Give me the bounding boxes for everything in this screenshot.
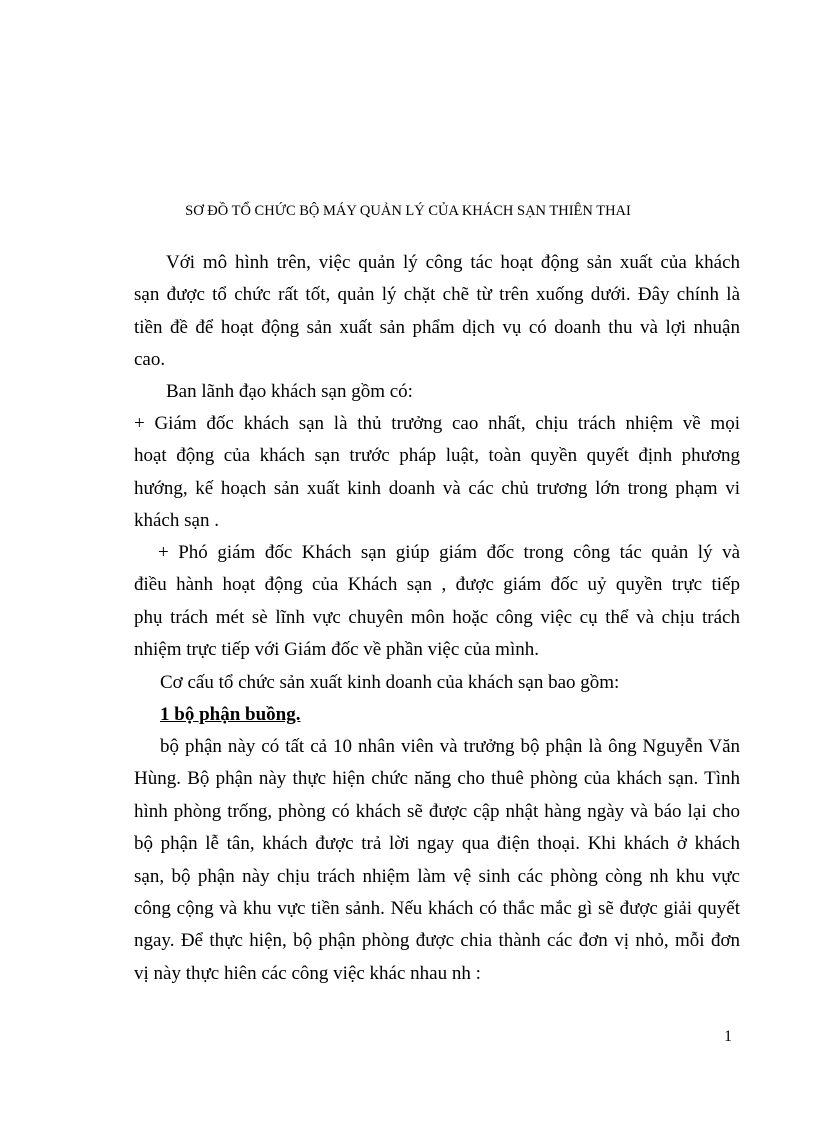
paragraph-line: Với mô hình trên, việc quản lý công tác hoạt động sản xuất của khách [166, 252, 740, 273]
section-heading: 1 bộ phận buồng. [160, 704, 301, 725]
paragraph-room-department [134, 731, 740, 990]
paragraph-line: bộ phận này có tất cả 10 nhân viên và trưởng bộ phận là ông Nguyễn Văn [160, 736, 740, 757]
paragraph-line: Ban lãnh đạo khách sạn gồm có: [166, 381, 413, 402]
paragraph-deputy-director [134, 537, 740, 667]
paragraph-line: Cơ cấu tổ chức sản xuất kinh doanh của khách sạn bao gồm: [160, 672, 620, 693]
paragraph-line: + Giám đốc khách sạn là thủ trưởng cao nhất, chịu trách nhiệm về mọi [134, 413, 740, 434]
paragraph-line: công cộng và khu vực tiền sảnh. Nếu khách có thắc mắc gì sẽ được giải quyết [134, 898, 740, 920]
paragraph-line: sạn, bộ phận này chịu trách nhiệm làm vệ sinh các phòng còng nh khu vực [134, 865, 740, 887]
paragraph-line: vị này thực hiên các công việc khác nhau nh : [134, 962, 481, 984]
paragraph-line: hoạt động của khách sạn trước pháp luật, toàn quyền quyết định phương [134, 445, 740, 467]
paragraph-line: + Phó giám đốc Khách sạn giúp giám đốc trong công tác quản lý và [158, 542, 740, 563]
paragraph-structure [134, 667, 740, 699]
paragraph-intro [134, 247, 740, 377]
paragraph-line: tiền đề để hoạt động sản xuất sản phẩm dịch vụ có doanh thu và lợi nhuận [134, 316, 740, 338]
paragraph-line: sạn được tổ chức rất tốt, quản lý chặt chẽ từ trên xuống dưới. Đây chính là [134, 284, 740, 306]
paragraph-line: khách sạn . [134, 510, 219, 532]
paragraph-line: điều hành hoạt động của Khách sạn , được giám đốc uỷ quyền trực tiếp [134, 574, 740, 596]
paragraph-line: Hùng. Bộ phận này thực hiện chức năng cho thuê phòng của khách sạn. Tình [134, 768, 740, 790]
paragraph-line: ngay. Để thực hiện, bộ phận phòng được chia thành các đơn vị nhỏ, mỗi đơn [134, 930, 740, 952]
paragraph-line: hình phòng trống, phòng có khách sẽ được cập nhật hàng ngày và báo lại cho [134, 800, 740, 822]
paragraph-director [134, 408, 740, 538]
paragraph-line: cao. [134, 349, 166, 371]
page-number: 1 [724, 1028, 732, 1045]
paragraph-line: phụ trách mét sè lĩnh vực chuyên môn hoặc công việc cụ thể và chịu trách [134, 606, 740, 628]
paragraph-leadership-intro [134, 376, 740, 408]
paragraph-line: hướng, kế hoạch sản xuất kinh doanh và các chủ trương lớn trong phạm vi [134, 477, 740, 499]
paragraph-line: nhiệm trực tiếp với Giám đốc về phần việc của mình. [134, 639, 539, 661]
paragraph-line: bộ phận lễ tân, khách được trả lời ngay qua điện thoại. Khi khách ở khách [134, 833, 740, 855]
document-title: SƠ ĐỒ TỔ CHỨC BỘ MÁY QUẢN LÝ CỦA KHÁCH SẠN THIÊN THAI [185, 203, 631, 219]
